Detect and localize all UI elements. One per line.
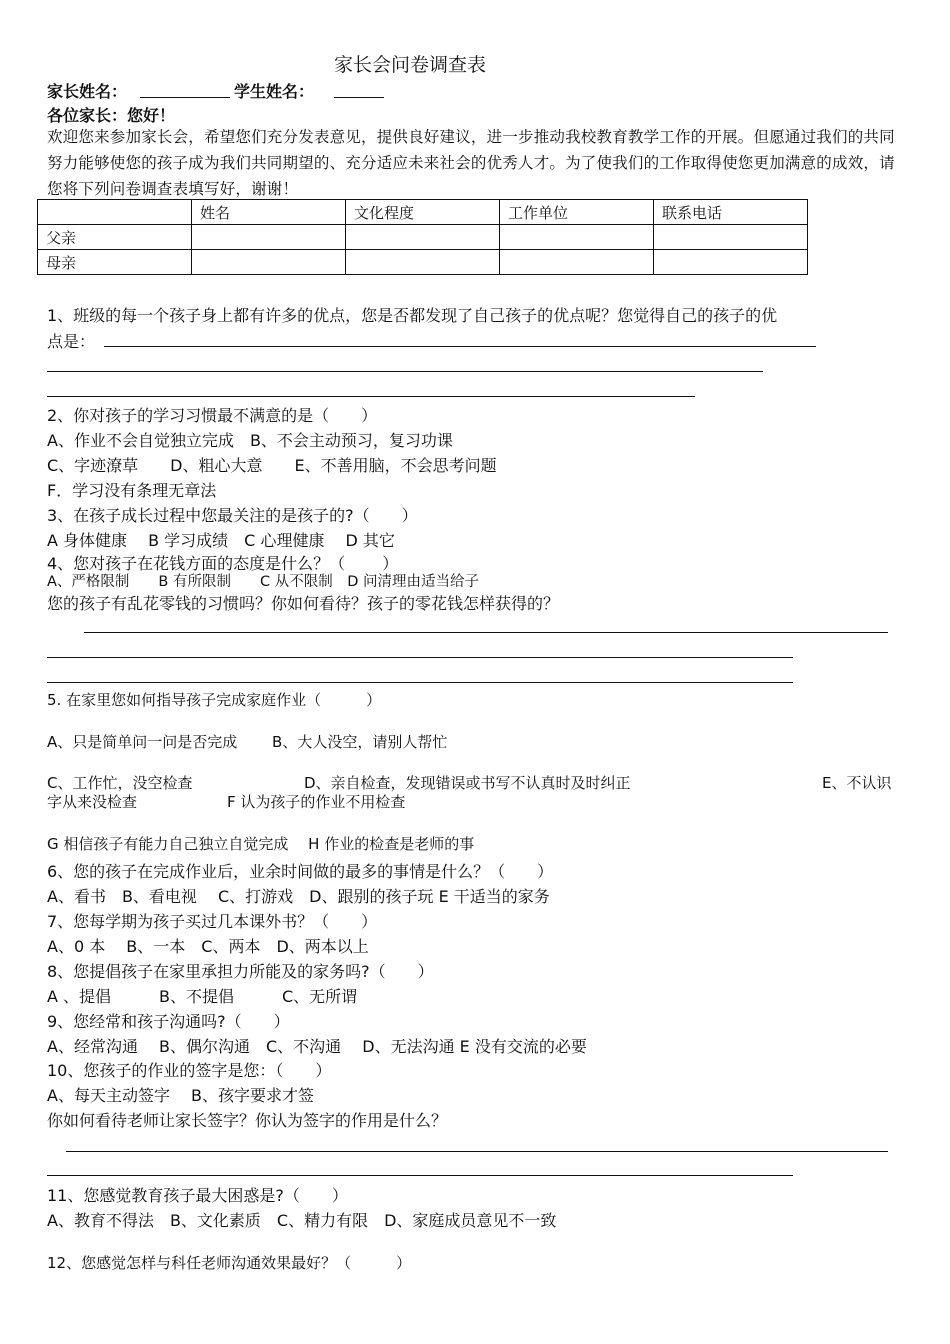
q5-option-d: D、亲自检查，发现错误或书写不认真时及时纠正: [304, 774, 631, 792]
q5-option-e: E、不认识: [822, 774, 892, 792]
table-header-cell: 姓名: [192, 200, 346, 225]
q4-followup: 您的孩子有乱花零钱的习惯吗？你如何看待？孩子的零花钱怎样获得的？: [47, 594, 560, 613]
mother-phone-cell[interactable]: [654, 250, 808, 275]
q2-options: C、字迹潦草 D、粗心大意 E、不善用脑，不会思考问题: [47, 456, 497, 475]
q1-text-cont: 点是：: [47, 332, 96, 351]
table-header-row: [38, 200, 808, 225]
q7-options: A、0 本 B、一本 C、两本 D、两本以上: [47, 937, 369, 956]
mother-name-cell[interactable]: [192, 250, 346, 275]
q10-answer-line[interactable]: [66, 1151, 888, 1152]
q10-options: A、每天主动签字 B、孩字要求才签: [47, 1086, 315, 1105]
q6-options: A、看书 B、看电视 C、打游戏 D、跟别的孩子玩 E 干适当的家务: [47, 887, 550, 906]
intro-paragraph: 欢迎您来参加家长会，希望您们充分发表意见，提供良好建议，进一步推动我校教育教学工作的开展。但愿通过我们的共同努力能够使您的孩子成为我们共同期望的、充分适应未来社会的优秀人才。为了使我们的工作取得使您更加满意的成效，请您将下列问卷调查表填写好，谢谢！: [47, 128, 895, 198]
q5-options: A、只是简单问一问是否完成 B、大人没空，请别人帮忙: [47, 733, 448, 751]
student-name-label: 学生姓名：: [234, 82, 315, 101]
parent-name-label: 家长姓名：: [47, 82, 128, 101]
father-name-cell[interactable]: [192, 225, 346, 250]
q4-answer-line[interactable]: [84, 632, 888, 633]
mother-workplace-cell[interactable]: [500, 250, 654, 275]
q5-option-e-cont: 字从来没检查: [47, 793, 138, 811]
q10-answer-line[interactable]: [47, 1175, 793, 1176]
table-row: [38, 225, 808, 250]
q10-followup: 你如何看待老师让家长签字？你认为签字的作用是什么？: [47, 1111, 448, 1130]
q2-options: F．学习没有条理无章法: [47, 481, 217, 500]
q8-options: A 、提倡 B、不提倡 C、无所谓: [47, 987, 358, 1006]
q1-answer-line[interactable]: [104, 346, 816, 347]
q11-text: 11、您感觉教育孩子最大困惑是?（ ）: [47, 1186, 348, 1205]
q10-text: 10、您孩子的作业的签字是您：（ ）: [47, 1061, 332, 1080]
q4-answer-line[interactable]: [47, 682, 793, 683]
greeting: 各位家长：您好！: [47, 106, 176, 125]
table-row: [38, 250, 808, 275]
q4-text: 4、您对孩子在花钱方面的态度是什么？（ ）: [47, 554, 399, 573]
q11-options: A、教育不得法 B、文化素质 C、精力有限 D、家庭成员意见不一致: [47, 1211, 557, 1230]
row-label-father: 父亲: [38, 225, 192, 250]
father-phone-cell[interactable]: [654, 225, 808, 250]
mother-education-cell[interactable]: [346, 250, 500, 275]
father-workplace-cell[interactable]: [500, 225, 654, 250]
q1-text: 1、班级的每一个孩子身上都有许多的优点，您是否都发现了自己孩子的优点呢？您觉得自己的孩子的优: [47, 306, 778, 325]
q5-text: 5. 在家里您如何指导孩子完成家庭作业（ ）: [47, 691, 382, 709]
table-header-cell: 联系电话: [654, 200, 808, 225]
page-title: 家长会问卷调查表: [333, 54, 486, 76]
q4-answer-line[interactable]: [47, 657, 793, 658]
q9-options: A、经常沟通 B、偶尔沟通 C、不沟通 D、无法沟通 E 没有交流的必要: [47, 1037, 587, 1056]
father-education-cell[interactable]: [346, 225, 500, 250]
q3-text: 3、在孩子成长过程中您最关注的是孩子的?（ ）: [47, 506, 418, 525]
row-label-mother: 母亲: [38, 250, 192, 275]
q7-text: 7、您每学期为孩子买过几本课外书？（ ）: [47, 912, 378, 931]
q6-text: 6、您的孩子在完成作业后，业余时间做的最多的事情是什么？（ ）: [47, 862, 554, 881]
table-header-cell: 工作单位: [500, 200, 654, 225]
q2-options: A、作业不会自觉独立完成 B、不会主动预习，复习功课: [47, 431, 453, 450]
q2-text: 2、你对孩子的学习习惯最不满意的是（ ）: [47, 406, 378, 425]
student-name-blank[interactable]: [334, 97, 384, 98]
q4-options: A、严格限制 B 有所限制 C 从不限制 D 问清理由适当给子: [47, 574, 479, 590]
q12-text: 12、您感觉怎样与科任老师沟通效果最好？（ ）: [47, 1254, 412, 1272]
q5-option-c: C、工作忙，没空检查: [47, 774, 193, 792]
table-header-cell: [38, 200, 192, 225]
parent-name-blank[interactable]: [140, 97, 230, 98]
q1-answer-line[interactable]: [47, 396, 695, 397]
q8-text: 8、您提倡孩子在家里承担力所能及的家务吗?（ ）: [47, 962, 434, 981]
q1-answer-line[interactable]: [47, 371, 763, 372]
q5-option-f: F 认为孩子的作业不用检查: [227, 793, 406, 811]
q3-options: A 身体健康 B 学习成绩 C 心理健康 D 其它: [47, 531, 395, 550]
q5-options: G 相信孩子有能力自己独立自觉完成 H 作业的检查是老师的事: [47, 835, 475, 853]
parent-info-table: [37, 199, 808, 275]
table-header-cell: 文化程度: [346, 200, 500, 225]
q9-text: 9、您经常和孩子沟通吗?（ ）: [47, 1012, 290, 1031]
